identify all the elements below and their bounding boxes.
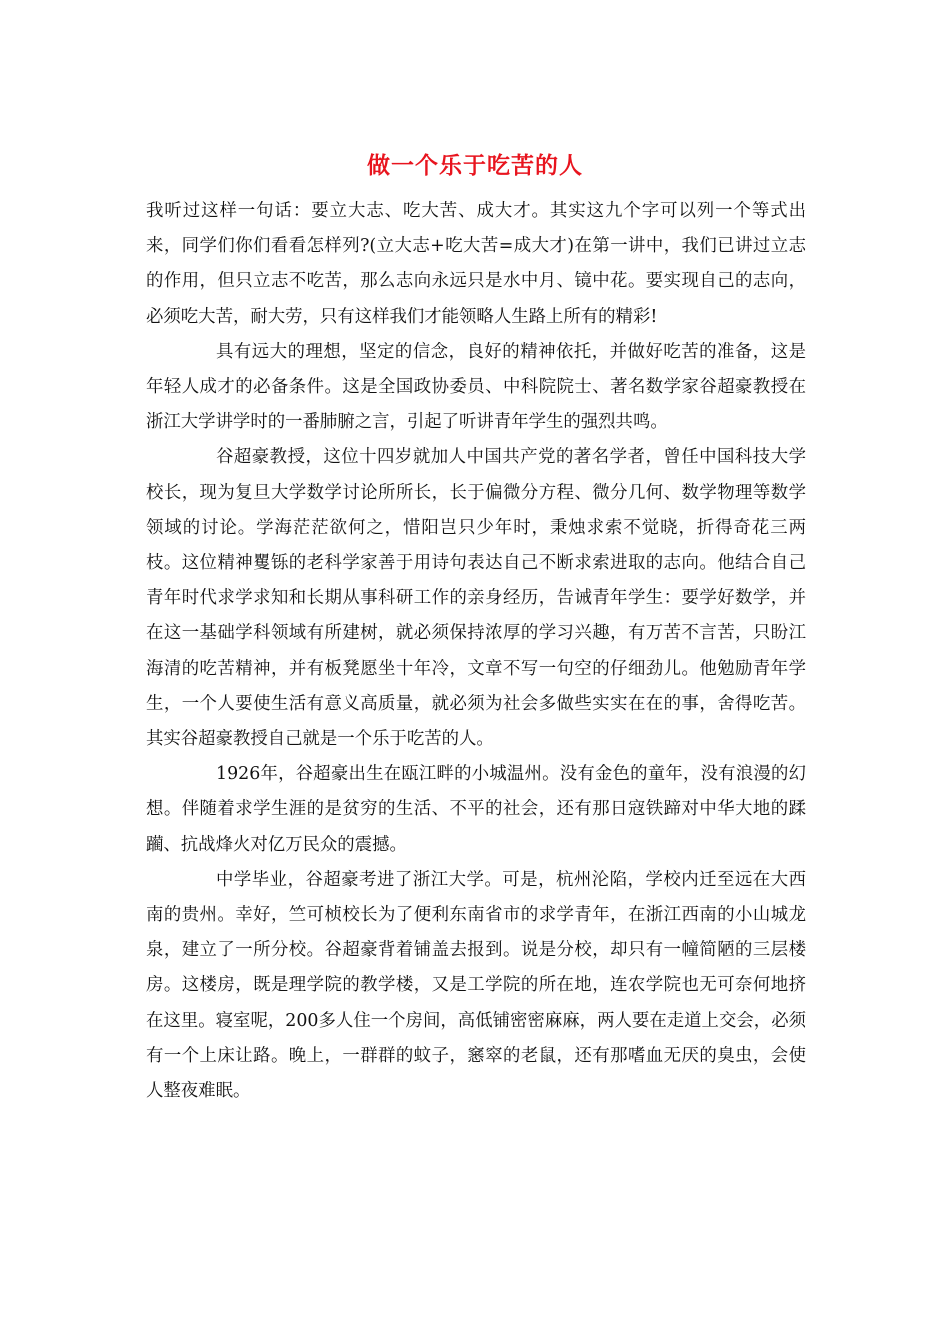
document-body: [146, 194, 806, 1109]
paragraph-1: 我听过这样一句话：要立大志、吃大苦、成大才。其实这九个字可以列一个等式出来，同学们你们看看怎样列?(立大志+吃大苦=成大才)在第一讲中，我们已讲过立志的作用，但只立志不吃苦，那么志向永远只是水中月、镜中花。要实现自己的志向，必须吃大苦，耐大劳，只有这样我们才能领略人生路上所有的精彩!: [146, 201, 806, 327]
paragraph-4: 1926年，谷超豪出生在瓯江畔的小城温州。没有金色的童年，没有浪漫的幻想。伴随着求学生涯的是贫穷的生活、不平的社会，还有那日寇铁蹄对中华大地的蹂躏、抗战烽火对亿万民众的震撼。: [146, 764, 806, 855]
document-title: 做一个乐于吃苦的人: [367, 152, 583, 179]
paragraph-5: 中学毕业，谷超豪考进了浙江大学。可是，杭州沦陷，学校内迁至远在大西南的贵州。幸好，竺可桢校长为了便利东南省市的求学青年，在浙江西南的小山城龙泉，建立了一所分校。谷超豪背着铺盖去报到。说是分校，却只有一幢简陋的三层楼房。这楼房，既是理学院的教学楼，又是工学院的所在地，连农学院也无可奈何地挤在这里。寝室呢，200多人住一个房间，高低铺密密麻麻，两人要在走道上交会，必须有一个上床让路。晚上，一群群的蚊子，窸窣的老鼠，还有那嗜血无厌的臭虫，会使人整夜难眠。: [146, 869, 806, 1102]
paragraph-2: 具有远大的理想，坚定的信念，良好的精神依托，并做好吃苦的准备，这是年轻人成才的必备条件。这是全国政协委员、中科院院士、著名数学家谷超豪教授在浙江大学讲学时的一番肺腑之言，引起了听讲青年学生的强烈共鸣。: [146, 341, 806, 433]
paragraph-3: 谷超豪教授，这位十四岁就加人中国共产党的著名学者，曾任中国科技大学校长，现为复旦大学数学讨论所所长，长于偏微分方程、微分几何、数学物理等数学领域的讨论。学海茫茫欲何之，惜阳岂只少年时，秉烛求索不觉晓，折得奇花三两枝。这位精神矍铄的老科学家善于用诗句表达自己不断求索进取的志向。他结合自己青年时代求学求知和长期从事科研工作的亲身经历，告诫青年学生：要学好数学，并在这一基础学科领域有所建树，就必须保持浓厚的学习兴趣，有万苦不言苦，只盼江海清的吃苦精神，并有板凳愿坐十年冷，文章不写一句空的仔细劲儿。他勉励青年学生，一个人要使生活有意义高质量，就必须为社会多做些实实在在的事，舍得吃苦。其实谷超豪教授自己就是一个乐于吃苦的人。: [146, 447, 806, 750]
